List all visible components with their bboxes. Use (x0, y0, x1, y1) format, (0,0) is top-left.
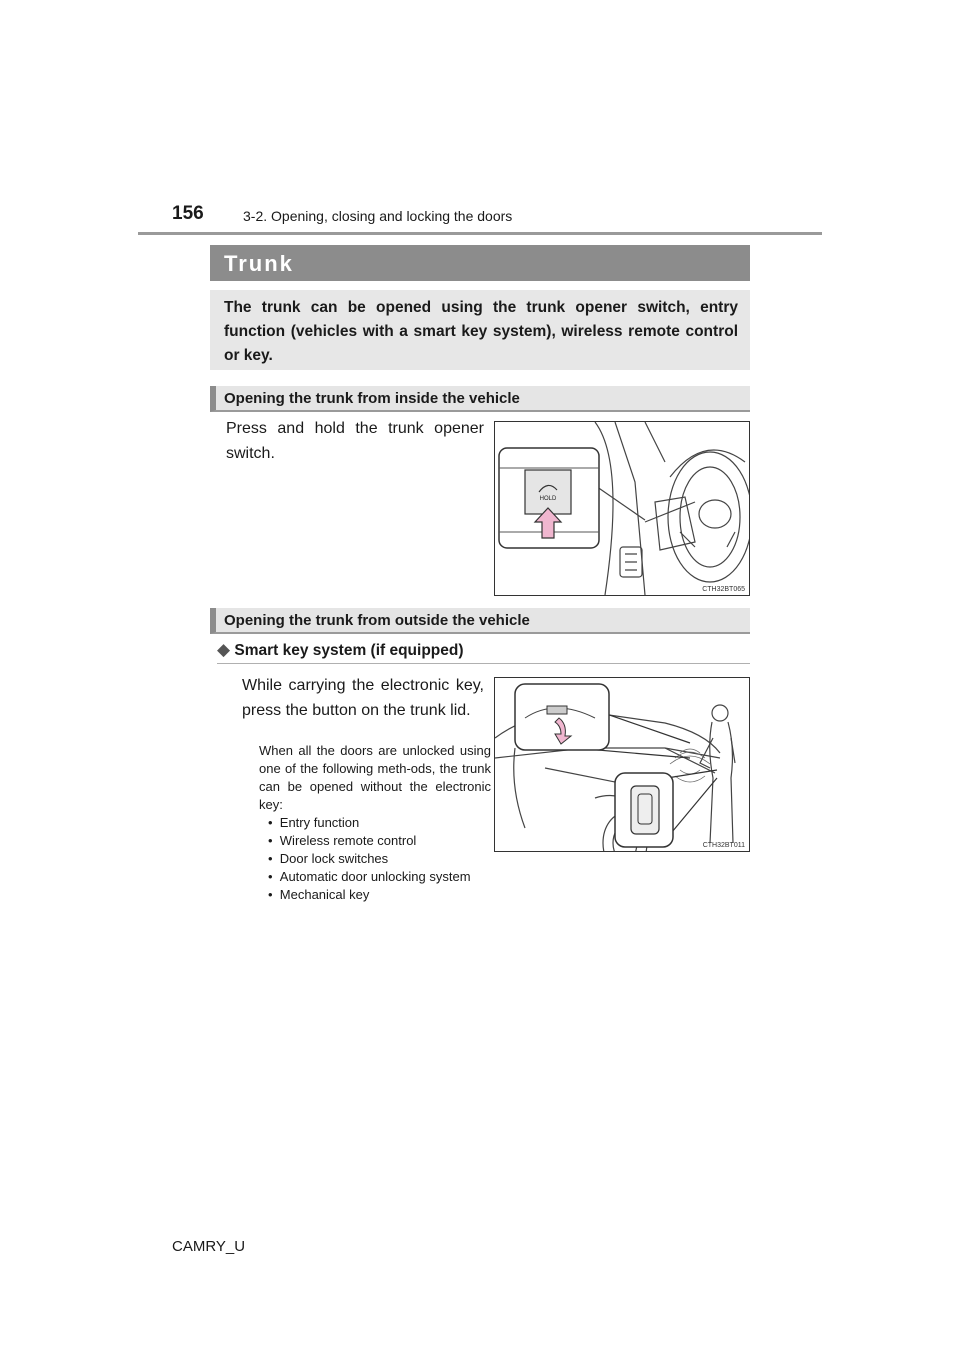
list-item: • Door lock switches (268, 851, 389, 866)
diamond-bullet-icon: ◆ (217, 640, 231, 659)
chapter-title: 3-2. Opening, closing and locking the doors (243, 208, 513, 224)
section-title-bar (210, 245, 750, 281)
electronic-key-icon (631, 786, 659, 834)
page-number: 156 (172, 203, 204, 224)
figure-code: CTH32BT065 (702, 586, 745, 593)
inside-heading: Opening the trunk from inside the vehicle (224, 390, 520, 407)
intro-box (210, 290, 750, 370)
list-item: • Entry function (268, 815, 360, 830)
outside-instruction: While carrying the electronic key, press the button on the trunk lid. (242, 677, 484, 719)
smart-key-subheading: ◆ Smart key system (if equipped) (217, 640, 464, 659)
figure-code: CTH32BT011 (702, 842, 745, 849)
list-item: • Mechanical key (268, 887, 370, 902)
section-title: Trunk (224, 251, 294, 276)
list-item: • Wireless remote control (268, 833, 417, 848)
note-text: When all the doors are unlocked using one of the following meth-ods, the trunk can be opened without the electronic key: (259, 743, 491, 812)
list-item: • Automatic door unlocking system (268, 869, 471, 884)
inside-heading-bar (210, 386, 750, 412)
trunk-lid-button-illustration (494, 677, 750, 852)
intro-text: The trunk can be opened using the trunk opener switch, entry function (vehicles with a smart key system), wireless remote control or key. (224, 299, 738, 364)
trunk-opener-illustration (494, 421, 750, 596)
inside-instruction: Press and hold the trunk opener switch. (226, 420, 484, 462)
header-rule (138, 232, 822, 235)
hold-label: HOLD (539, 496, 557, 502)
car-rear-drawing (495, 678, 749, 851)
dashboard-drawing (495, 422, 749, 595)
footer-model: CAMRY_U (172, 1238, 246, 1255)
subheading-rule (217, 663, 750, 664)
outside-heading: Opening the trunk from outside the vehicle (224, 612, 530, 629)
outside-heading-bar (210, 608, 750, 634)
